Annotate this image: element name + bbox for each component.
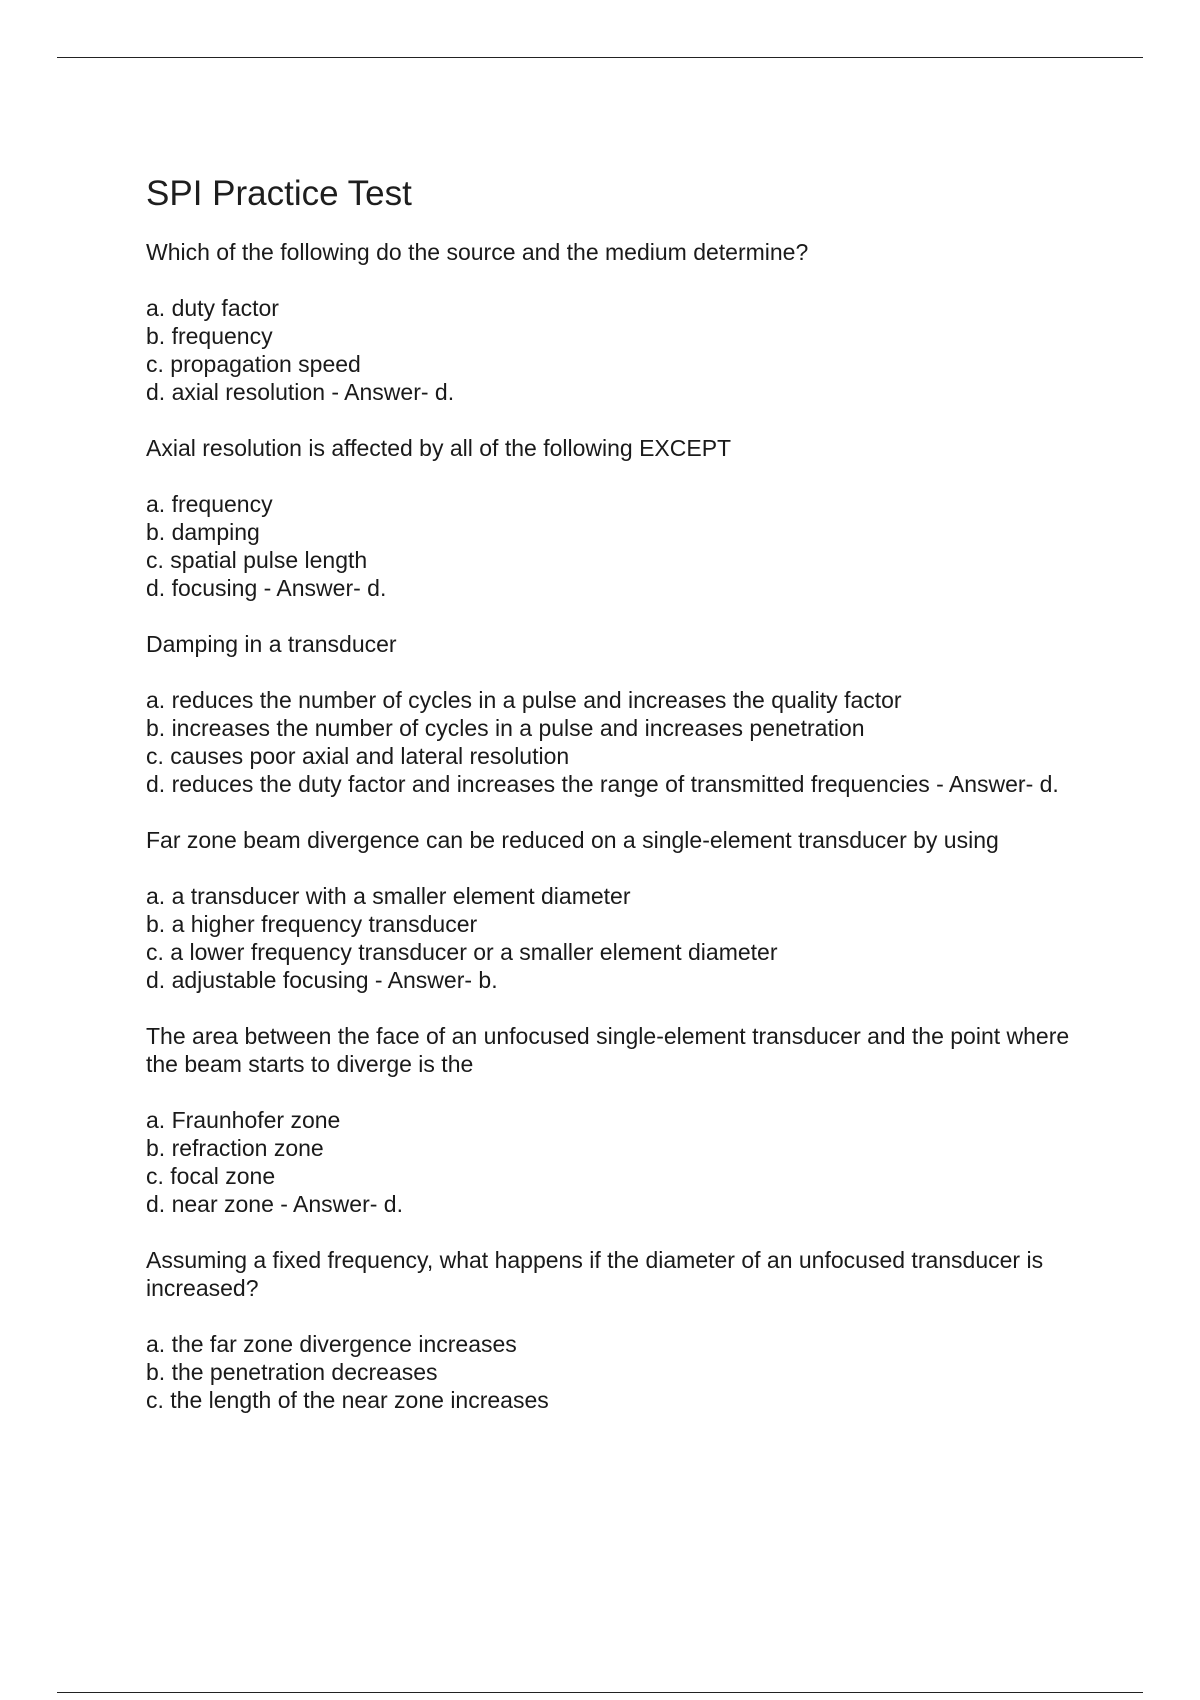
question-4 <box>146 826 1086 994</box>
question-text: Axial resolution is affected by all of the following EXCEPT <box>146 435 732 461</box>
answer-option: a. reduces the number of cycles in a pulse and increases the quality factor <box>146 687 902 713</box>
answer-option: a. the far zone divergence increases <box>146 1331 517 1357</box>
question-3 <box>146 630 1086 798</box>
answer-option: b. the penetration decreases <box>146 1359 438 1385</box>
question-text: Which of the following do the source and the medium determine? <box>146 239 809 265</box>
answer-options <box>146 686 1086 798</box>
page-title: SPI Practice Test <box>146 174 412 213</box>
answer-option: b. damping <box>146 519 260 545</box>
answer-options <box>146 1106 1086 1218</box>
answer-option: b. refraction zone <box>146 1135 324 1161</box>
answer-option: c. a lower frequency transducer or a smaller element diameter <box>146 939 778 965</box>
answer-option: c. spatial pulse length <box>146 547 368 573</box>
answer-option: b. increases the number of cycles in a pulse and increases penetration <box>146 715 865 741</box>
answer-option: b. a higher frequency transducer <box>146 911 478 937</box>
answer-option: d. near zone - Answer- d. <box>146 1191 403 1217</box>
answer-option: d. reduces the duty factor and increases the range of transmitted frequencies - Answer- d. <box>146 771 1059 797</box>
answer-options <box>146 882 1086 994</box>
answer-options <box>146 294 1086 406</box>
answer-option: a. a transducer with a smaller element diameter <box>146 883 631 909</box>
question-text: The area between the face of an unfocused single-element transducer and the point where the beam starts to diverge is the <box>146 1023 1070 1077</box>
question-1 <box>146 238 1086 406</box>
answer-option: a. frequency <box>146 491 273 517</box>
answer-options <box>146 490 1086 602</box>
answer-option: b. frequency <box>146 323 273 349</box>
bottom-rule <box>57 1692 1143 1693</box>
question-5 <box>146 1022 1086 1218</box>
question-text: Far zone beam divergence can be reduced on a single-element transducer by using <box>146 827 999 853</box>
answer-option: a. duty factor <box>146 295 279 321</box>
answer-option: d. axial resolution - Answer- d. <box>146 379 455 405</box>
answer-option: c. propagation speed <box>146 351 361 377</box>
answer-option: c. the length of the near zone increases <box>146 1387 549 1413</box>
answer-option: a. Fraunhofer zone <box>146 1107 341 1133</box>
answer-option: d. adjustable focusing - Answer- b. <box>146 967 498 993</box>
document-body <box>146 172 1086 1442</box>
answer-option: c. causes poor axial and lateral resolution <box>146 743 570 769</box>
question-2 <box>146 434 1086 602</box>
question-text: Assuming a fixed frequency, what happens if the diameter of an unfocused transducer is increased? <box>146 1247 1044 1301</box>
question-6 <box>146 1246 1086 1414</box>
answer-option: d. focusing - Answer- d. <box>146 575 387 601</box>
answer-options <box>146 1330 1086 1414</box>
top-rule <box>57 57 1143 58</box>
question-text: Damping in a transducer <box>146 631 397 657</box>
answer-option: c. focal zone <box>146 1163 276 1189</box>
